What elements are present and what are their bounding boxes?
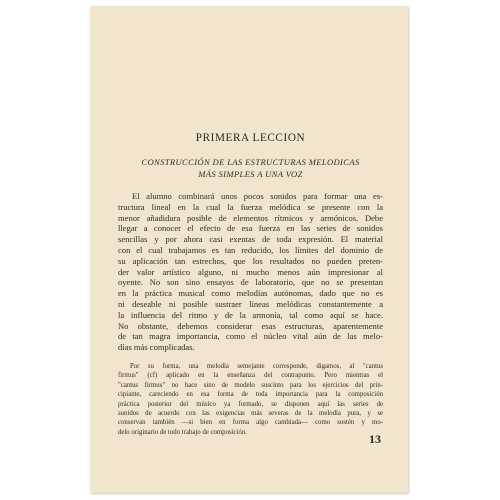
chapter-subtitle <box>118 157 383 180</box>
footnote-line: firmus" (cf) aplicado en la enseñanza del contrapunto. Pero mientras el <box>118 372 383 380</box>
page-number: 13 <box>369 432 381 446</box>
footnote-line: sonidos de acuerdo con las exigencias más severas de la melodía pura, y se <box>118 410 383 418</box>
body-line: der valor artístico alguno, ni mucho menos aún impresionar al <box>118 266 383 277</box>
body-line: llegar a conocer el efecto de esa fuerza en las series de sonidos <box>118 223 383 234</box>
footnote-line: "cantus firmus" no hace sino de modelo suscinto para los ejercicios del prin- <box>118 381 383 389</box>
body-line: sencillas y por ahora casi exentas de toda expresión. El material <box>118 234 383 245</box>
body-line: la influencia del ritmo y de la armonía, tal como aquí se hace. <box>118 309 383 320</box>
page-content <box>118 6 383 493</box>
footnote <box>118 362 383 437</box>
body-line: No obstante, debemos considerar esas estructuras, aparentemente <box>118 320 383 331</box>
subtitle-line: CONSTRUCCIÓN DE LAS ESTRUCTURAS MELODICAS <box>141 157 360 167</box>
book-page <box>90 6 408 493</box>
body-line: de tan magra importancia, como el núcleo vital aún de las melo- <box>118 331 383 342</box>
body-paragraph <box>118 191 383 353</box>
subtitle-line: MÁS SIMPLES A UNA VOZ <box>198 168 303 179</box>
body-line: ni deseable ni posible sustraer líneas melódicas constantemente a <box>118 298 383 309</box>
footnote-line: conservan también —si bien en forma algo cambiada— como sostén y mo- <box>118 419 383 427</box>
chapter-title: PRIMERA LECCION <box>195 132 306 144</box>
footnote-line: Por su forma, una melodía semejante corresponde, digamos, al "cantus <box>130 363 383 370</box>
body-line: menor añadidura posible de elementos rítmicos y armónicos. Debe <box>118 212 383 223</box>
body-line: su aplicación tan estrechos, que los resultados no pueden preten- <box>118 255 383 266</box>
body-line: El alumno combinará unos pocos sonidos para formar una es- <box>132 191 383 201</box>
body-line: en la práctica musical como melodías autónomas, dado que no es <box>118 288 383 299</box>
body-line: con el cual trabajamos es tan reducido, los límites del dominio de <box>118 244 383 255</box>
body-line: oyente. No son sino ensayos de laboratorio, que no se presentan <box>118 277 383 288</box>
footnote-line: práctica posterior del músico ya formado, se disponen aquí las series de <box>118 400 383 408</box>
footnote-line: delo originario de todo trabajo de composición. <box>118 428 247 436</box>
body-line: tructura lineal en la cual la fuerza melódica se presente con la <box>118 201 383 212</box>
body-line: días más complicadas. <box>118 342 195 353</box>
footnote-line: cipiante, careciendo en esa forma de toda importancia para la composición <box>118 391 383 399</box>
